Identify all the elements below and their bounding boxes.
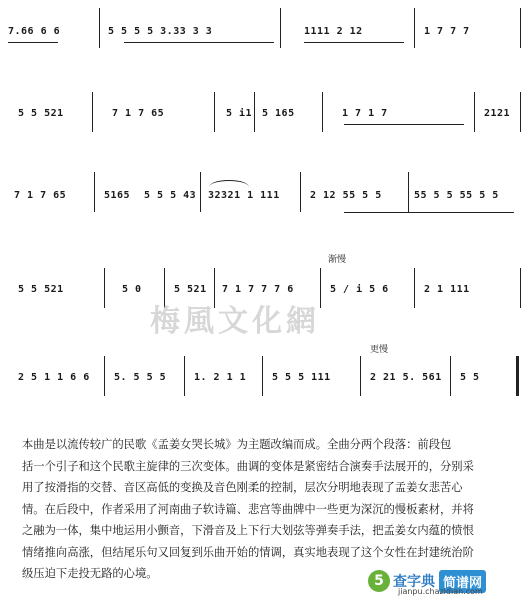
- measure: 55 5 5 55 5 5: [414, 190, 499, 201]
- barline: [408, 172, 409, 212]
- measure: 5 521: [174, 284, 207, 295]
- barline: [474, 92, 475, 132]
- description-line: 情。在后段中，作者采用了河南曲子软诗篇、悲宫等曲牌中一些更为深沉的慢板素材，并将: [22, 502, 474, 516]
- measure: 1111 2 12: [304, 26, 363, 37]
- description-line: 本曲是以流传较广的民歌《孟姜女哭长城》为主题改编而成。全曲分两个段落：前段包: [22, 438, 452, 451]
- measure: 2 1 111: [424, 284, 470, 295]
- measure: 5 0: [122, 284, 142, 295]
- barline: [254, 92, 255, 132]
- description-line: 级压迫下走投无路的心境。: [22, 567, 158, 580]
- measure: 5 5 521: [18, 108, 64, 119]
- barline: [520, 92, 521, 132]
- logo-mark-icon: 5: [368, 570, 390, 592]
- description-line: 用了按滑指的交替、音区高低的变换及音色刚柔的控制，层次分明地表现了孟姜女悲苦心: [22, 481, 463, 494]
- tempo-marking: 渐慢: [328, 255, 347, 265]
- description-line: 情绪推向高涨，但结尾乐句又回复到乐曲开始的情调，真实地表现了这个女性在封建统治阶: [22, 545, 474, 559]
- measure: 1 7 7 7: [424, 26, 470, 37]
- logo-url: jianpu.chazidian.com: [398, 587, 483, 596]
- watermark: 梅風文化網: [150, 304, 320, 339]
- logo-name: 查字典: [393, 574, 435, 590]
- barline: [92, 92, 93, 132]
- measure: 2 5 1 1 6 6: [18, 372, 90, 383]
- description-line: 括一个引子和这个民歌主旋律的三次变体。曲调的变体是紧密结合演奏手法展开的，分别采: [22, 459, 474, 473]
- barline: [200, 172, 201, 212]
- measure: 1. 2 1 1: [194, 372, 247, 383]
- barline: [104, 356, 105, 396]
- logo-box: 简谱网: [439, 570, 486, 593]
- score-system-5: [4, 336, 523, 412]
- barline: [300, 172, 301, 212]
- barline: [322, 92, 323, 132]
- barline: [520, 268, 521, 308]
- measure: 5 5 5 111: [272, 372, 331, 383]
- measure: 2 21 5. 561: [370, 372, 442, 383]
- barline: [280, 8, 281, 48]
- measure: 5165: [104, 190, 131, 201]
- score-system-3: [4, 168, 523, 238]
- site-logo[interactable]: [368, 566, 526, 596]
- measure: 1 7 1 7: [342, 108, 388, 119]
- description-line: 之融为一体，集中地运用小颤音，下滑音及上下行大划弦等弹奏手法，把孟姜女内蕴的愤恨: [22, 524, 474, 537]
- barline: [520, 8, 521, 48]
- score-system-1: [4, 4, 523, 84]
- barline: [99, 8, 100, 48]
- measure: 2 12 55 5 5: [310, 190, 382, 201]
- tempo-marking: 更慢: [370, 345, 389, 355]
- measure: 5 165: [262, 108, 295, 119]
- barline: [104, 268, 105, 308]
- barline: [360, 356, 361, 396]
- measure: 5 5 5 5 3.33 3 3: [108, 26, 213, 37]
- barline: [262, 356, 263, 396]
- measure: 32321 1 111: [208, 190, 280, 201]
- barline: [450, 356, 451, 396]
- measure: 5. 5 5 5: [114, 372, 167, 383]
- measure: 5 i1: [226, 108, 253, 119]
- barline: [414, 8, 415, 48]
- measure: 7 1 7 65: [14, 190, 67, 201]
- measure: 2121: [484, 108, 511, 119]
- measure: 5 5 521: [18, 284, 64, 295]
- measure: 7 1 7 65: [112, 108, 165, 119]
- barline: [320, 268, 321, 308]
- description-paragraph: [22, 434, 516, 585]
- measure: 5 5 5 43: [144, 190, 197, 201]
- measure: 5 / i 5 6: [330, 284, 389, 295]
- measure: 7.66 6 6: [8, 26, 61, 37]
- measure: 5 5: [460, 372, 480, 383]
- barline: [94, 172, 95, 212]
- final-barline: [516, 356, 519, 396]
- score-system-2: [4, 88, 523, 158]
- measure: 7 1 7 7 7 6: [222, 284, 294, 295]
- barline: [414, 268, 415, 308]
- barline: [184, 356, 185, 396]
- barline: [214, 92, 215, 132]
